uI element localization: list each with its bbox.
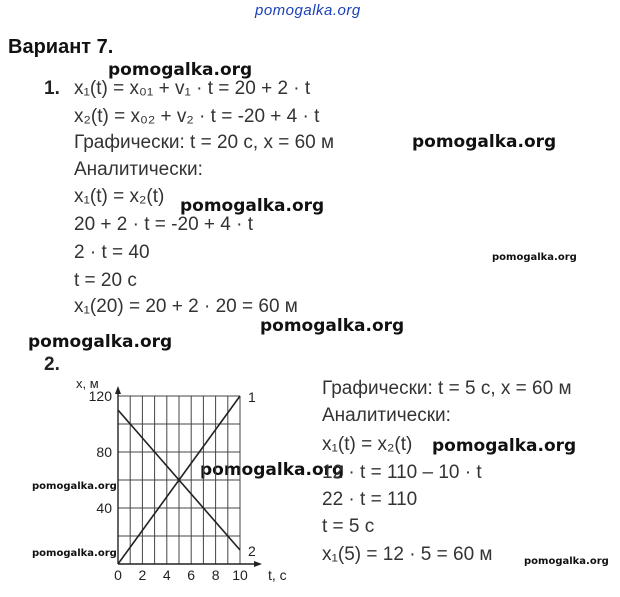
equation-line: t = 5 с bbox=[322, 516, 375, 537]
watermark: pomogalka.org bbox=[32, 548, 117, 559]
series-label-2: 2 bbox=[248, 543, 256, 559]
x-tick-label: 6 bbox=[187, 567, 196, 583]
y-tick-label: 120 bbox=[88, 388, 112, 404]
page-title: Вариант 7. bbox=[8, 36, 114, 58]
equation-line: x₁(5) = 12 · 5 = 60 м bbox=[322, 544, 493, 565]
watermark: pomogalka.org bbox=[32, 481, 117, 492]
x-tick-label: 4 bbox=[162, 567, 171, 583]
equation-line: 20 + 2 · t = -20 + 4 · t bbox=[74, 214, 254, 235]
watermark: pomogalka.org bbox=[108, 60, 253, 80]
equation-line: t = 20 с bbox=[74, 270, 137, 291]
y-tick-label: 40 bbox=[96, 500, 112, 516]
x-tick-label: 8 bbox=[211, 567, 220, 583]
problem-number: 2. bbox=[44, 354, 60, 375]
equation-line: x₁(t) = x₂(t) bbox=[74, 186, 165, 207]
watermark: pomogalka.org bbox=[524, 556, 609, 567]
y-axis-arrow bbox=[115, 386, 121, 394]
equation-line: x₁(t) = x₀₁ + v₁ · t = 20 + 2 · t bbox=[74, 78, 311, 99]
watermark: pomogalka.org bbox=[432, 436, 577, 456]
equation-line: x₁(20) = 20 + 2 · 20 = 60 м bbox=[74, 296, 298, 317]
y-tick-label: 80 bbox=[96, 444, 112, 460]
watermark: pomogalka.org bbox=[200, 460, 345, 480]
watermark: pomogalka.org bbox=[180, 196, 325, 216]
problem-number: 1. bbox=[44, 78, 60, 99]
section-label: Аналитически: bbox=[74, 159, 203, 180]
watermark: pomogalka.org bbox=[492, 252, 577, 263]
equation-line: x₁(t) = x₂(t) bbox=[322, 434, 413, 455]
watermark: pomogalka.org bbox=[260, 316, 405, 336]
series-label-1: 1 bbox=[248, 389, 256, 405]
section-label: Аналитически: bbox=[322, 405, 451, 426]
x-tick-label: 0 bbox=[114, 567, 122, 583]
equation-line: 2 · t = 40 bbox=[74, 242, 150, 263]
x-axis-label: t, с bbox=[268, 567, 287, 583]
answer-line: Графически: t = 5 с, x = 60 м bbox=[322, 378, 572, 399]
equation-line: 12 · t = 110 – 10 · t bbox=[322, 462, 482, 483]
x-axis-arrow bbox=[254, 561, 262, 567]
x-tick-label: 10 bbox=[232, 567, 248, 583]
equation-line: x₂(t) = x₀₂ + v₂ · t = -20 + 4 · t bbox=[74, 106, 320, 127]
watermark-top[interactable]: pomogalka.org bbox=[255, 2, 361, 19]
answer-line: Графически: t = 20 с, x = 60 м bbox=[74, 132, 335, 153]
y-axis-label: x, м bbox=[76, 376, 99, 391]
watermark: pomogalka.org bbox=[28, 332, 173, 352]
equation-line: 22 · t = 110 bbox=[322, 489, 418, 510]
watermark: pomogalka.org bbox=[412, 132, 557, 152]
x-tick-label: 2 bbox=[138, 567, 147, 583]
